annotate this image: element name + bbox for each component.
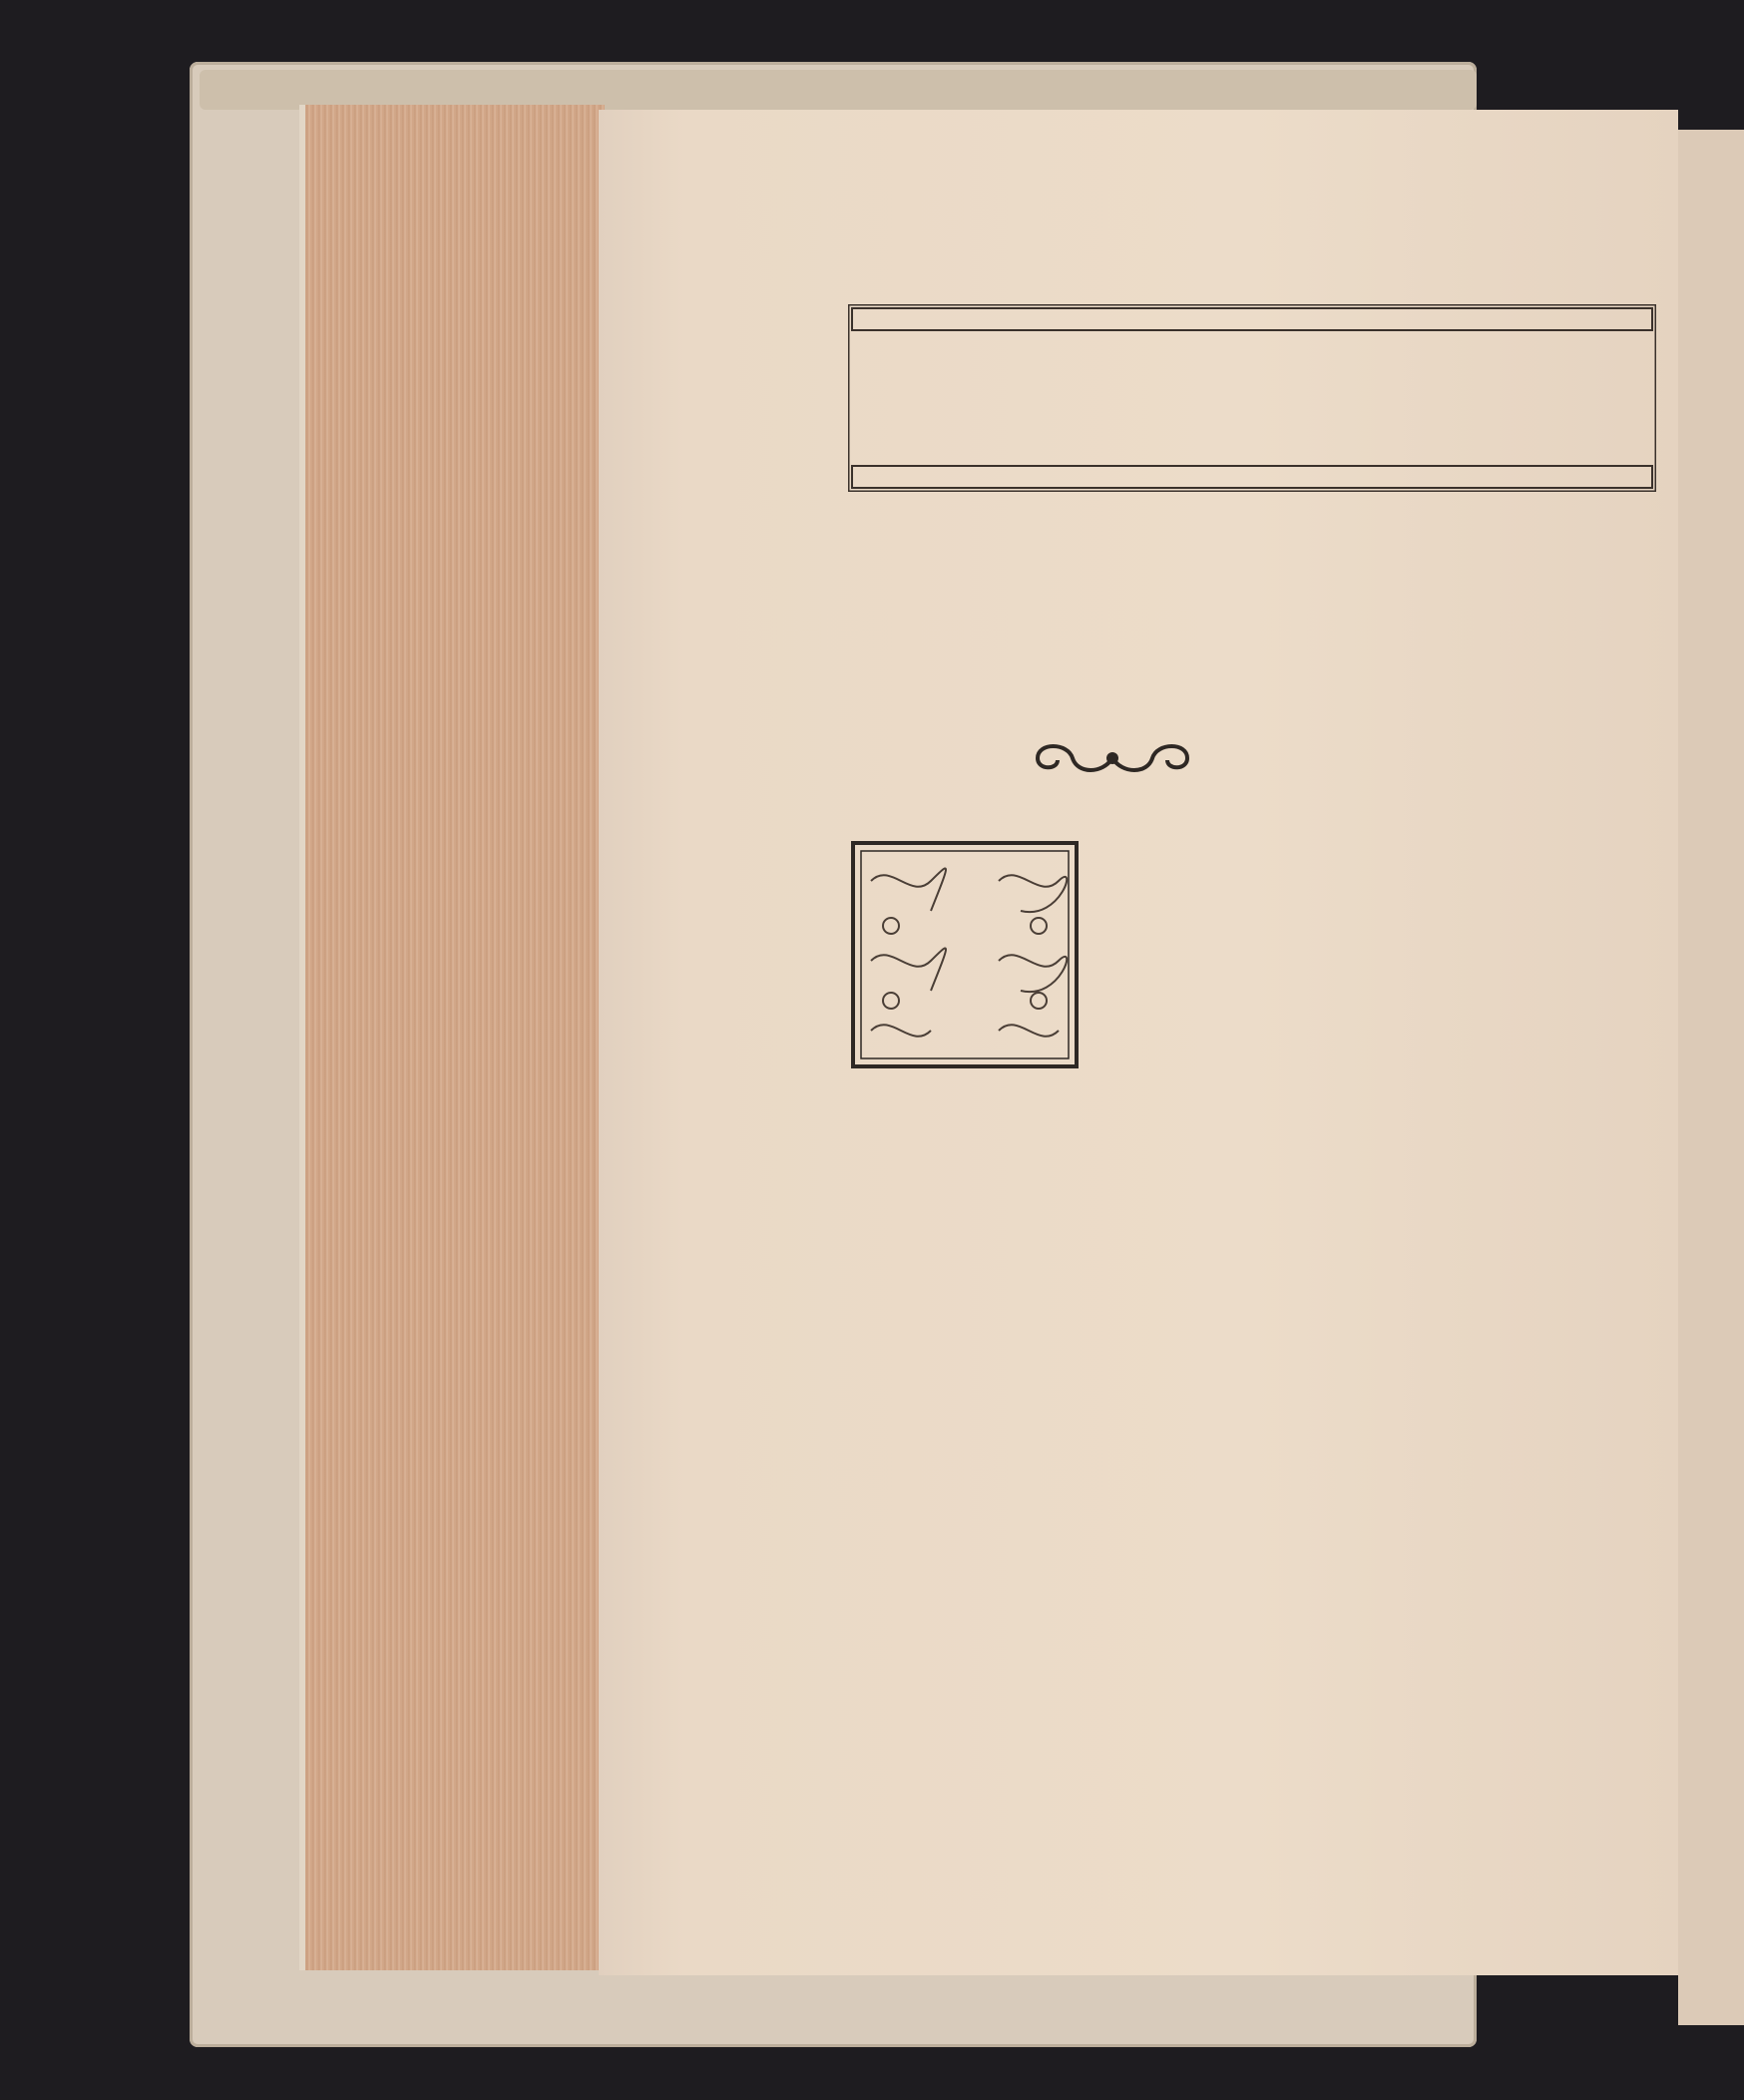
fleuron-ornament [1018, 736, 1207, 780]
ornamental-headpiece [848, 304, 1656, 492]
facing-page-edge [1678, 130, 1744, 2025]
cover-top-edge [200, 70, 1477, 110]
decorated-initial-frame [851, 841, 1079, 1068]
page-edges [299, 105, 605, 1970]
